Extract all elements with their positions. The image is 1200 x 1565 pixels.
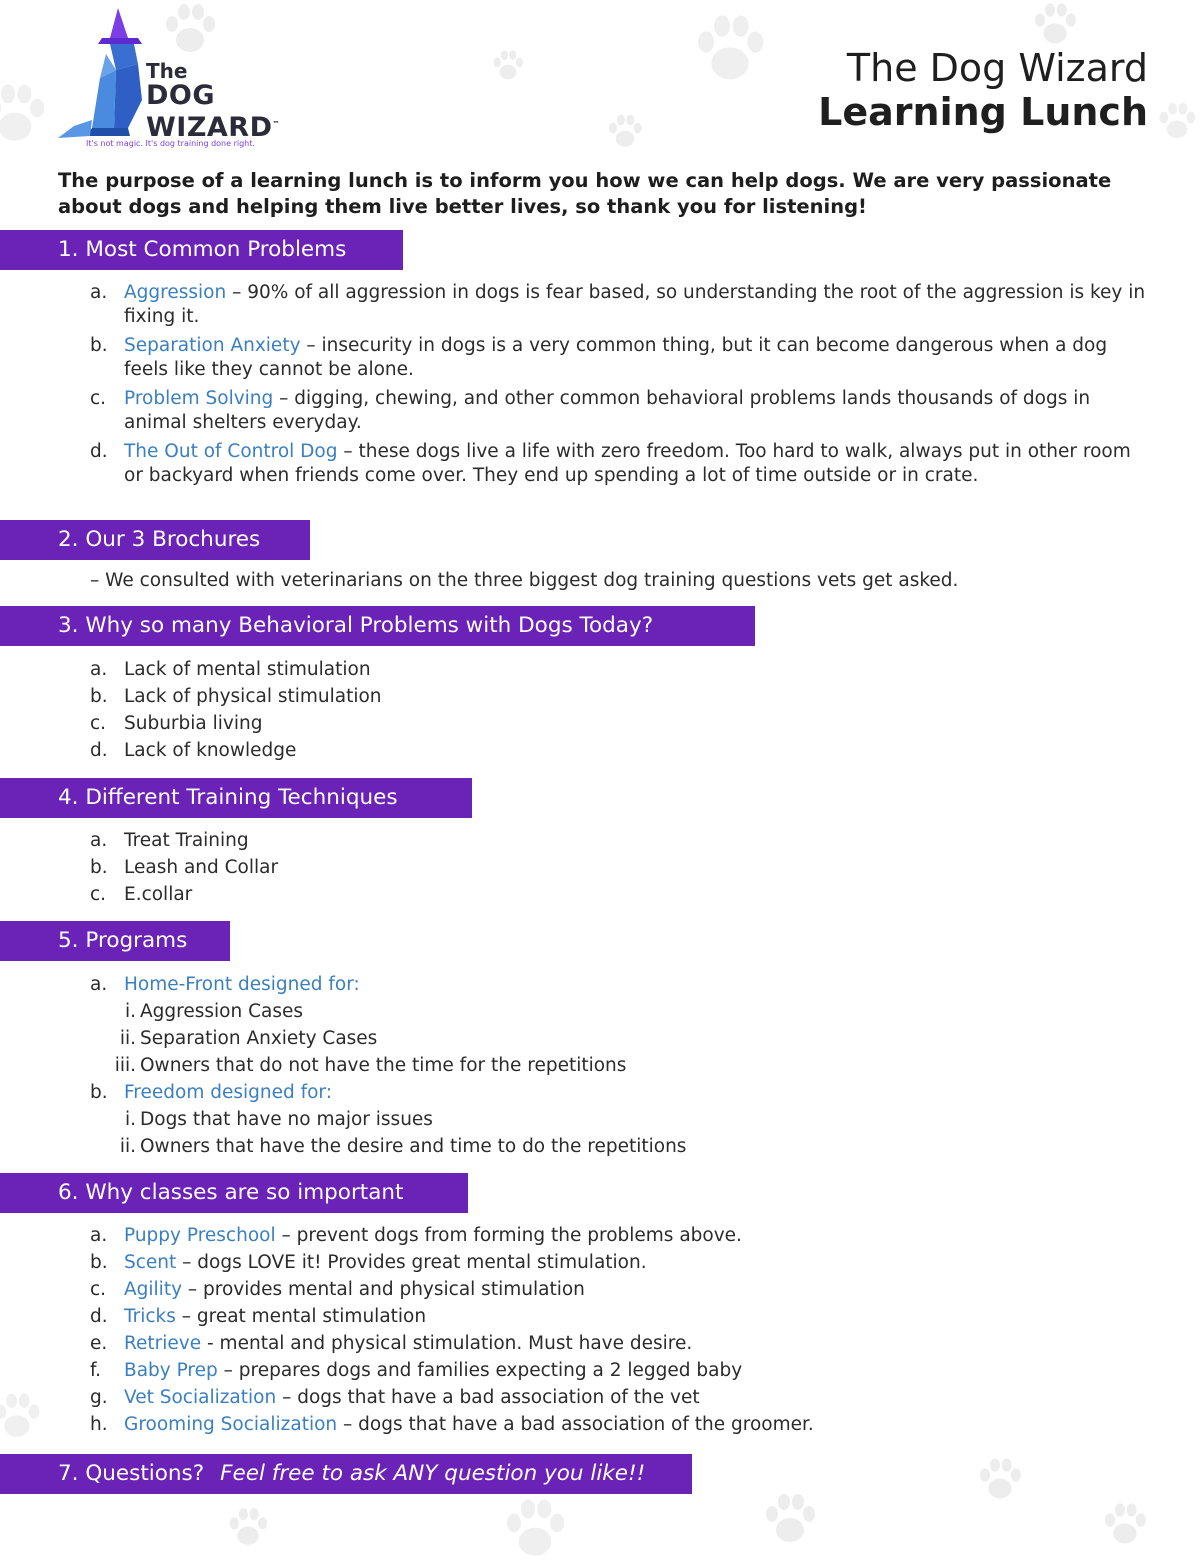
list-item: h. Grooming Socialization – dogs that have a bad association of the groomer. bbox=[90, 1414, 814, 1435]
list-item: e. Retrieve - mental and physical stimulation. Must have desire. bbox=[90, 1333, 693, 1354]
dog-wizard-logo bbox=[56, 8, 286, 153]
section-heading-1: 1. Most Common Problems bbox=[0, 230, 403, 270]
paw-print-icon bbox=[1100, 1500, 1150, 1550]
paw-print-icon bbox=[0, 80, 50, 150]
paw-print-icon bbox=[490, 48, 526, 84]
list-item: b. Separation Anxiety – insecurity in dogs is a very common thing, but it can become dangerous when a dog feels like they cannot be alone. bbox=[90, 335, 1108, 380]
list-item: b. Scent – dogs LOVE it! Provides great mental stimulation. bbox=[90, 1252, 647, 1273]
list-item: a. Lack of mental stimulation bbox=[90, 659, 371, 680]
list-item: b. Leash and Collar bbox=[90, 857, 279, 878]
list-item: c. Agility – provides mental and physical stimulation bbox=[90, 1279, 585, 1300]
list-item: a. Home-Front designed for: bbox=[90, 974, 360, 995]
section-6-list bbox=[90, 1224, 1150, 1440]
paw-print-icon bbox=[760, 1490, 820, 1550]
sub-list-item: ii. Owners that have the desire and time to do the repetitions bbox=[119, 1136, 687, 1157]
intro-paragraph: The purpose of a learning lunch is to inform you how we can help dogs. We are very passionate about dogs and helping them live better lives, so thank you for listening! bbox=[58, 169, 1112, 218]
section-1-list bbox=[90, 281, 1150, 493]
logo-line-dog: DOG bbox=[146, 80, 216, 111]
section-heading-5: 5. Programs bbox=[0, 921, 230, 961]
sub-list-item: i. Dogs that have no major issues bbox=[124, 1109, 433, 1130]
section-heading-4: 4. Different Training Techniques bbox=[0, 778, 472, 818]
list-item: d. Lack of knowledge bbox=[90, 740, 297, 761]
list-item: c. E.collar bbox=[90, 884, 193, 905]
list-item: b. Lack of physical stimulation bbox=[90, 686, 382, 707]
list-item: a. Aggression – 90% of all aggression in dogs is fear based, so understanding the root of the aggression is key in fixing it. bbox=[90, 282, 1146, 327]
list-item: b. Freedom designed for: bbox=[90, 1082, 332, 1103]
section-heading-2: 2. Our 3 Brochures bbox=[0, 520, 310, 560]
title-line-1: The Dog Wizard bbox=[846, 46, 1148, 90]
section-3-list bbox=[90, 658, 1150, 766]
list-item: f. Baby Prep – prepares dogs and families expecting a 2 legged baby bbox=[90, 1360, 743, 1381]
section-heading-6: 6. Why classes are so important bbox=[0, 1173, 468, 1213]
paw-print-icon bbox=[500, 1495, 570, 1565]
section-heading-7: 7. Questions? Feel free to ask ANY question you like!! bbox=[0, 1454, 692, 1494]
sub-list-item: ii. Separation Anxiety Cases bbox=[119, 1028, 378, 1049]
section-heading-3: 3. Why so many Behavioral Problems with Dogs Today? bbox=[0, 606, 755, 646]
list-item: a. Treat Training bbox=[90, 830, 249, 851]
page-title bbox=[818, 46, 1148, 134]
paw-print-icon bbox=[975, 1455, 1025, 1505]
sub-list-item: i. Aggression Cases bbox=[124, 1001, 303, 1022]
questions-invite: Feel free to ask ANY question you like!! bbox=[220, 1461, 646, 1486]
sub-list-item: iii. Owners that do not have the time for the repetitions bbox=[114, 1055, 627, 1076]
logo-tagline: It's not magic. It's dog training done right. bbox=[86, 139, 255, 148]
logo-line-wizard: WIZARD™ bbox=[146, 112, 281, 143]
section-2-text: – We consulted with veterinarians on the three biggest dog training questions vets get asked. bbox=[90, 570, 959, 591]
list-item: c. Problem Solving – digging, chewing, and other common behavioral problems lands thousands of dogs in animal shelters everyday. bbox=[90, 388, 1091, 433]
title-line-2: Learning Lunch bbox=[818, 90, 1148, 134]
section-5-list bbox=[90, 973, 1150, 1162]
paw-print-icon bbox=[605, 112, 645, 152]
paw-print-icon bbox=[690, 10, 770, 90]
list-item: c. Suburbia living bbox=[90, 713, 263, 734]
section-4-list bbox=[90, 829, 1150, 910]
paw-print-icon bbox=[0, 1390, 44, 1444]
paw-print-icon bbox=[1030, 0, 1080, 50]
paw-print-icon bbox=[225, 1505, 271, 1551]
list-item: d. The Out of Control Dog – these dogs live a life with zero freedom. Too hard to walk, always put in other room or backyard when friends come over. They end up spending a lot of time outside or in crate. bbox=[90, 441, 1131, 486]
list-item: d. Tricks – great mental stimulation bbox=[90, 1306, 427, 1327]
paw-print-icon bbox=[1155, 100, 1199, 144]
list-item: a. Puppy Preschool – prevent dogs from forming the problems above. bbox=[90, 1225, 742, 1246]
logo-line-the: The bbox=[146, 59, 188, 83]
list-item: g. Vet Socialization – dogs that have a bad association of the vet bbox=[90, 1387, 700, 1408]
